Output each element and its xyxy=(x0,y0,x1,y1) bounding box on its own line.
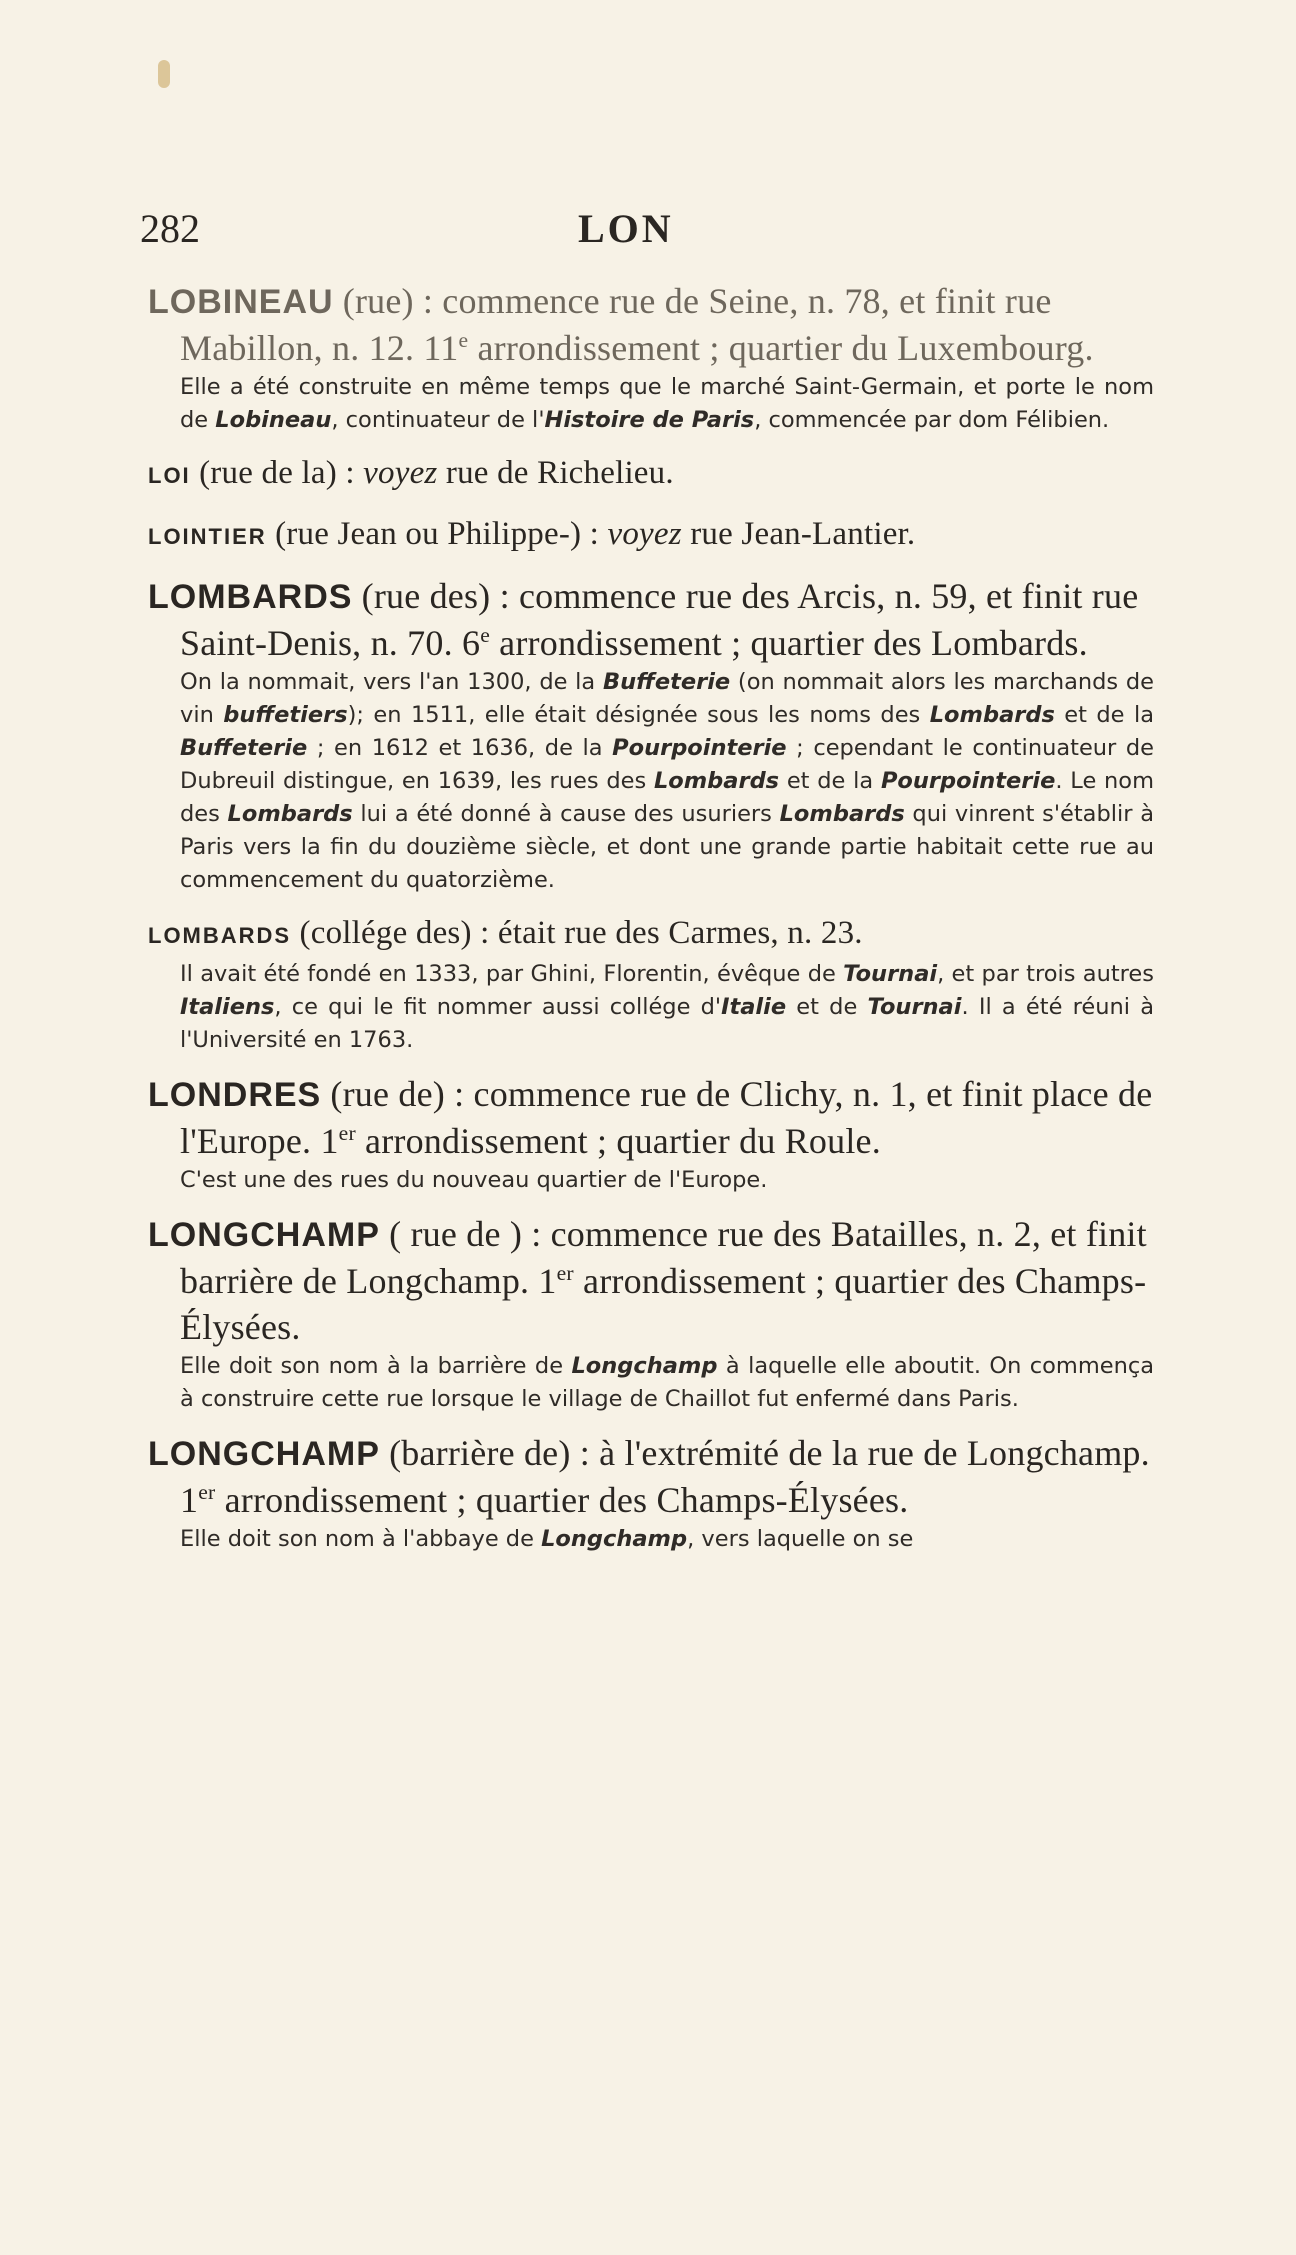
page-header xyxy=(140,205,1140,265)
entry-headword: LOMBARDS xyxy=(148,578,353,616)
text-run: . Le nom des xyxy=(180,768,1154,827)
text-run: rue de Richelieu. xyxy=(437,455,674,491)
entry-main-text xyxy=(148,1211,1158,1350)
text-run: lui a été donné à cause des usuriers xyxy=(352,801,780,827)
text-run: rue Jean-Lantier. xyxy=(681,516,916,552)
text-run: arrondissement ; quartier des Champs-Élysées. xyxy=(215,1480,909,1520)
entry-main-text xyxy=(148,512,1158,559)
entry-londres xyxy=(148,1071,1158,1197)
text-run: , ce qui le fit nommer aussi collége d' xyxy=(274,994,722,1020)
text-run: (rue) : commence rue de Seine, n. 78, et finit rue Mabillon, n. 12. 11 xyxy=(180,281,1052,368)
entry-note xyxy=(148,1523,1158,1556)
italic-text: Histoire de Paris xyxy=(544,407,755,433)
entry-note xyxy=(148,371,1158,437)
italic-text: Lobineau xyxy=(215,407,332,433)
italic-text: Longchamp xyxy=(541,1526,688,1552)
text-run: à laquelle elle aboutit. On commença à construire cette rue lorsque le village de Chaillot fut enfermé dans Paris. xyxy=(180,1353,1154,1412)
ink-smudge xyxy=(158,60,170,88)
entry-longchamp-barriere xyxy=(148,1430,1158,1556)
text-run: (rue Jean ou Philippe-) : xyxy=(266,516,608,552)
italic-text: Italiens xyxy=(180,994,275,1020)
entry-main-text xyxy=(148,451,1158,498)
entry-note xyxy=(148,958,1158,1057)
entry-headword: LOINTIER xyxy=(148,524,267,549)
italic-text: Tournai xyxy=(843,961,938,987)
text-run: et de la xyxy=(779,768,881,794)
entry-headword: LOI xyxy=(148,463,191,488)
text-run: (barrière de) : à l'extrémité de la rue de Longchamp. 1 xyxy=(180,1433,1150,1520)
text-run: Elle a été construite en même temps que le marché Saint-Germain, et porte le nom de xyxy=(180,374,1154,433)
text-run: , vers laquelle on se xyxy=(687,1526,914,1552)
entry-note xyxy=(148,1164,1158,1197)
text-run: ); en 1511, elle était désignée sous les noms des xyxy=(347,702,930,728)
entry-headword: LONDRES xyxy=(148,1076,322,1114)
entry-main-text xyxy=(148,1430,1158,1523)
dictionary-entries xyxy=(148,278,1158,1570)
italic-text: Longchamp xyxy=(571,1353,718,1379)
entry-headword: LONGCHAMP xyxy=(148,1216,380,1254)
italic-text: voyez xyxy=(363,455,438,491)
superscript-text: er xyxy=(556,1261,574,1285)
italic-text: Pourpointerie xyxy=(612,735,787,761)
entry-body xyxy=(180,1074,1152,1161)
italic-text: Tournai xyxy=(867,994,962,1020)
entry-main-text xyxy=(148,911,1158,958)
text-run: ( rue de ) : commence rue des Batailles, n. 2, et finit barrière de Longchamp. 1 xyxy=(180,1214,1147,1301)
superscript-text: er xyxy=(338,1121,356,1145)
italic-text: Buffeterie xyxy=(180,735,308,761)
text-run: , commencée par dom Félibien. xyxy=(754,407,1110,433)
italic-text: voyez xyxy=(607,516,682,552)
text-run: . Il a été réuni à l'Université en 1763. xyxy=(180,994,1154,1053)
entry-loi xyxy=(148,451,1158,498)
running-head: LON xyxy=(578,206,674,251)
text-run: ; en 1612 et 1636, de la xyxy=(307,735,613,761)
italic-text: Italie xyxy=(721,994,787,1020)
entry-body xyxy=(291,915,863,951)
italic-text: Buffeterie xyxy=(602,669,731,695)
page-number: 282 xyxy=(140,206,200,251)
entry-lointier xyxy=(148,512,1158,559)
entry-headword: LOMBARDS xyxy=(148,923,292,948)
entry-body xyxy=(191,455,674,491)
superscript-text: er xyxy=(198,1480,216,1504)
entry-headword: LONGCHAMP xyxy=(148,1435,380,1473)
text-run: arrondissement ; quartier des Lombards. xyxy=(489,623,1088,663)
italic-text: buffetiers xyxy=(223,702,348,728)
text-run: , continuateur de l' xyxy=(331,407,545,433)
text-run: arrondissement ; quartier des Champs-Élysées. xyxy=(180,1261,1147,1347)
italic-text: Lombards xyxy=(227,801,353,827)
entry-main-text xyxy=(148,573,1158,666)
entry-lobineau xyxy=(148,278,1158,437)
entry-main-text xyxy=(148,1071,1158,1164)
entry-note xyxy=(148,666,1158,897)
text-run: qui vinrent s'établir à Paris vers la fin du douzième siècle, et dont une grande partie habitait cette rue au commencement du quatorzième. xyxy=(180,801,1154,893)
italic-text: Lombards xyxy=(929,702,1055,728)
entry-headword: LOBINEAU xyxy=(148,283,334,321)
text-run: Elle doit son nom à la barrière de xyxy=(180,1353,572,1379)
text-run: et de la xyxy=(1054,702,1154,728)
text-run: , et par trois autres xyxy=(937,961,1154,987)
superscript-text: e xyxy=(458,328,469,352)
text-run: (collége des) : était rue des Carmes, n. 23. xyxy=(291,915,863,951)
text-run: (rue de la) : xyxy=(190,455,364,491)
entry-note xyxy=(148,1350,1158,1416)
entry-body xyxy=(267,516,916,552)
text-run: On la nommait, vers l'an 1300, de la xyxy=(180,669,603,695)
text-run: et de xyxy=(786,994,868,1020)
text-run: arrondissement ; quartier du Luxembourg. xyxy=(468,328,1094,368)
text-run: (on nommait alors les marchands de vin xyxy=(180,669,1154,728)
text-run: ; cependant le continuateur de Dubreuil distingue, en 1639, les rues des xyxy=(180,735,1155,794)
text-run: Elle doit son nom à l'abbaye de xyxy=(180,1526,542,1552)
superscript-text: e xyxy=(480,623,490,647)
italic-text: Lombards xyxy=(653,768,780,794)
entry-lombards-college xyxy=(148,911,1158,1057)
text-run: (rue de) : commence rue de Clichy, n. 1, et finit place de l'Europe. 1 xyxy=(180,1074,1153,1161)
text-run: arrondissement ; quartier du Roule. xyxy=(355,1121,881,1161)
italic-text: Pourpointerie xyxy=(880,768,1056,794)
entry-longchamp-rue xyxy=(148,1211,1158,1416)
entry-main-text xyxy=(148,278,1158,371)
text-run: (rue des) : commence rue des Arcis, n. 59, et finit rue Saint-Denis, n. 70. 6 xyxy=(180,576,1139,663)
italic-text: Lombards xyxy=(779,801,905,827)
text-run: Il avait été fondé en 1333, par Ghini, Florentin, évêque de xyxy=(180,961,844,987)
text-run: C'est une des rues du nouveau quartier de l'Europe. xyxy=(180,1167,768,1193)
entry-lombards-rue xyxy=(148,573,1158,897)
